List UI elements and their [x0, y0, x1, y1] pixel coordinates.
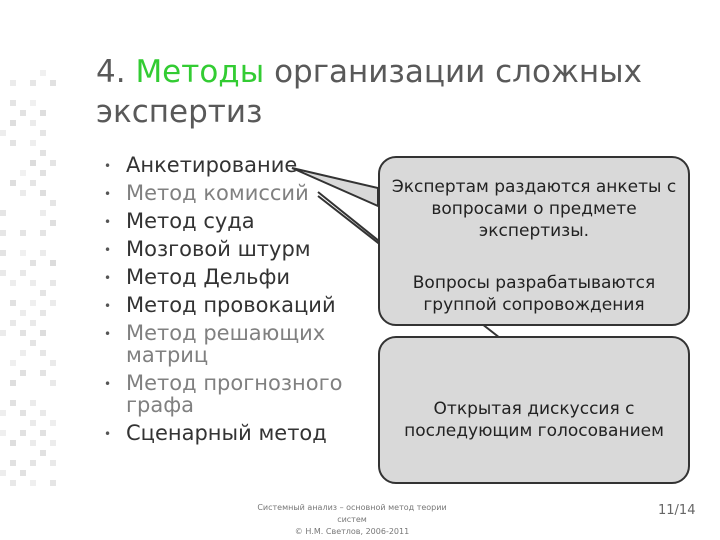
title-number: 4.: [96, 54, 126, 90]
page-number: 11/14: [658, 503, 696, 518]
method-item: • Метод Дельфи: [104, 266, 364, 288]
method-item: • Сценарный метод: [104, 422, 364, 444]
callout-support-group-text: Вопросы разрабатываются группой сопровождения: [412, 273, 656, 315]
method-item: • Метод прогнозного графа: [104, 372, 364, 416]
title-highlight: Методы: [135, 54, 265, 90]
method-item: • Метод суда: [104, 210, 364, 232]
title-line2: экспертиз: [96, 94, 263, 130]
method-item: • Метод провокаций: [104, 294, 364, 316]
footer-line1: Системный анализ – основной метод теории систем: [257, 503, 447, 524]
pointer-anketirovanie: [292, 168, 378, 206]
method-item: • Метод решающих матриц: [104, 322, 364, 366]
slide-footer: [242, 502, 462, 538]
method-item: • Мозговой штурм: [104, 238, 364, 260]
method-item: • Анкетирование: [104, 154, 364, 176]
footer-line2: © Н.М. Светлов, 2006-2011: [294, 527, 410, 536]
callout-discussion: [378, 336, 690, 484]
callout-anketirovanie-text: Экспертам раздаются анкеты с вопросами о предмете экспертизы.: [391, 177, 677, 241]
callout-discussion-text: Открытая дискуссия с последующим голосованием: [404, 399, 664, 441]
callout-anketirovanie: [378, 156, 690, 326]
title-rest: организации сложных: [274, 54, 642, 90]
method-item: • Метод комиссий: [104, 182, 364, 204]
